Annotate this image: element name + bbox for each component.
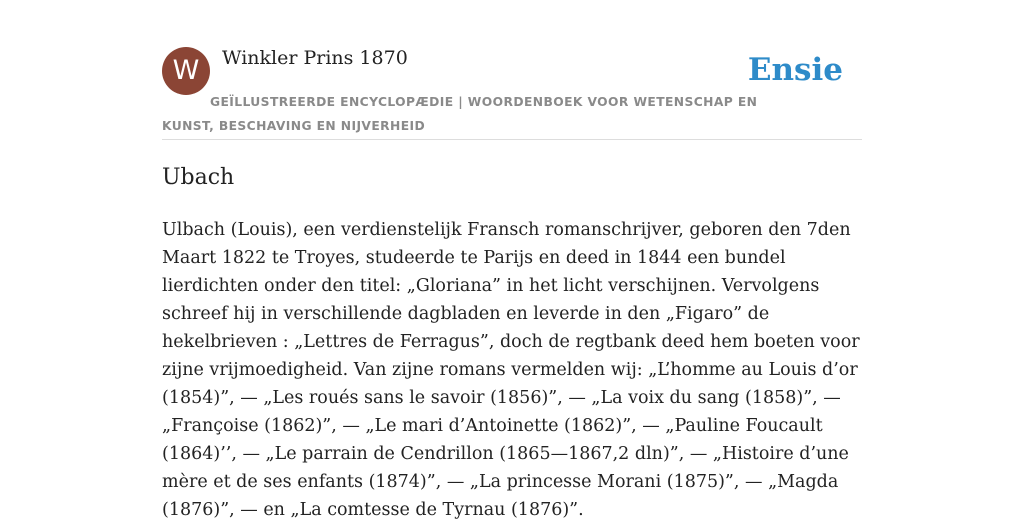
source-title[interactable]: Winkler Prins 1870	[222, 47, 408, 69]
page-header	[162, 46, 862, 140]
entry-text: Ulbach (Louis), een verdienstelijk Fransch romanschrijver, geboren den 7den Maart 1822 te Troyes, studeerde te Parijs en deed in 1844 een bundel lierdichten onder den titel: „Gloriana” in het licht verschijnen. Vervolgens schreef hij in verschillende dagbladen en leverde in den „Figaro” de hekelbrieven : „Lettres de Ferragus”, doch de regtbank deed hem boeten voor zijne vrijmoedigheid. Van zijne romans vermelden wij: „L’homme au Louis d’or (1854)”, — „Les roués sans le savoir (1856)”, — „La voix du sang (1858)”, — „Françoise (1862)”, — „Le mari d’Antoinette (1862)”, — „Pauline Foucault (1864)’’, — „Le parrain de Cendrillon (1865—1867,2 dln)”, — „Histoire d’une mère et de ses enfants (1874)”, — „La princesse Morani (1875)”, — „Magda (1876)”, — en „La comtesse de Tyrnau (1876)”.	[162, 220, 860, 520]
source-avatar[interactable]: W	[162, 47, 210, 95]
ensie-logo[interactable]: Ensie	[747, 52, 843, 88]
entry-title: Ubach	[162, 165, 235, 190]
source-subtitle: GEÏLLUSTREERDE ENCYCLOPÆDIE | WOORDENBOEK VOOR WETENSCHAP EN KUNST, BESCHAVING EN NIJVERHEID	[162, 95, 758, 133]
